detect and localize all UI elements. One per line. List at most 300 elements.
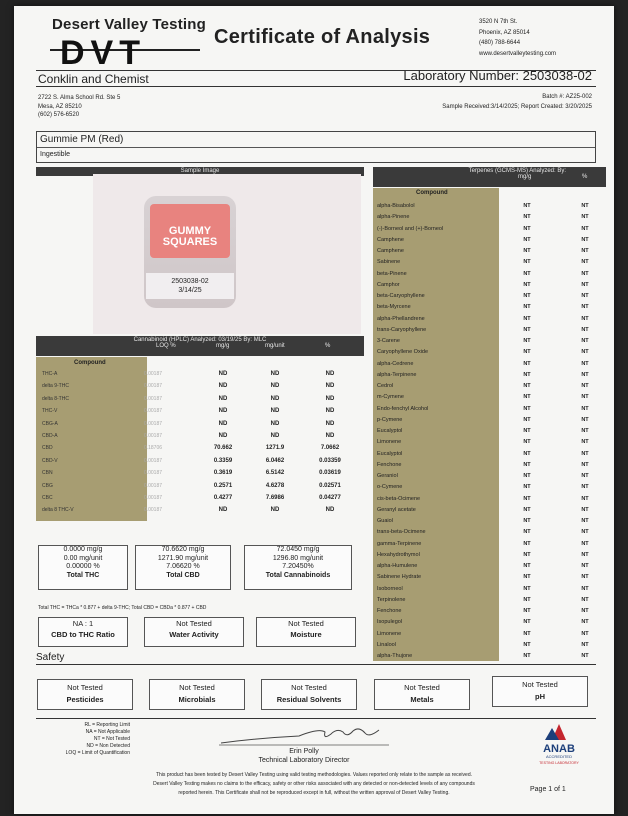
cannabinoid-loq: 0.00187: [143, 457, 163, 464]
ratio-value: NA : 1: [72, 619, 94, 628]
cannabinoid-row: [38, 369, 358, 380]
col-mg-unit: mg/unit: [265, 343, 285, 349]
lab-name: Desert Valley Testing: [52, 16, 206, 33]
terpene-row: [373, 212, 606, 223]
terpene-row: [373, 606, 606, 617]
terpene-name: 3-Carene: [377, 338, 400, 344]
terpene-percent: NT: [581, 495, 589, 502]
cannabinoid-mg-unit: ND: [270, 420, 280, 427]
cannabinoid-name: CBD-A: [42, 433, 58, 439]
cannabinoid-mg-g: ND: [218, 395, 228, 402]
terpene-row: [373, 482, 606, 493]
terpene-percent: NT: [581, 371, 589, 378]
cannabinoid-row: [38, 481, 358, 492]
terpene-percent: NT: [581, 540, 589, 547]
terpene-mg-g: NT: [523, 641, 531, 648]
terpene-mg-g: NT: [523, 270, 531, 277]
water-activity-box: [144, 617, 244, 647]
col-mg-g: mg/g: [216, 343, 230, 349]
cannabinoid-percent: 0.03359: [319, 457, 341, 464]
terpene-name: Linalool: [377, 641, 396, 648]
terpene-percent: NT: [581, 349, 589, 356]
terpene-percent: NT: [581, 619, 589, 626]
cannabinoid-mg-g: 0.2571: [213, 482, 233, 489]
terpene-percent: NT: [581, 405, 589, 412]
terpene-compound-label: Compound: [416, 190, 448, 196]
cannabinoid-loq: 0.00187: [143, 507, 163, 514]
ratio-label: CBD to THC Ratio: [51, 630, 115, 639]
terpene-mg-g: NT: [523, 630, 531, 637]
terpene-percent: NT: [581, 236, 589, 243]
legend-line: NT = Not Tested: [93, 736, 130, 742]
terpene-mg-g: NT: [523, 349, 531, 356]
terpene-row: [373, 325, 606, 336]
terpene-name: beta-Myrcene: [377, 304, 411, 311]
cannabinoid-mg-g: ND: [218, 420, 228, 427]
cannabinoid-mg-g: ND: [218, 371, 228, 377]
cannabinoid-row: [38, 431, 358, 442]
terpene-row: [373, 314, 606, 325]
cannabinoid-name: delta 9-THC: [42, 383, 69, 390]
terpene-name: Endo-fenchyl Alcohol: [377, 405, 429, 412]
terpene-mg-g: NT: [523, 506, 531, 513]
cannabinoid-loq: 0.00187: [143, 420, 163, 427]
cannabinoid-mg-unit: 4.6278: [265, 482, 285, 489]
terpene-name: trans-beta-Ocimene: [377, 529, 426, 536]
terpene-percent: NT: [581, 315, 589, 322]
terpene-name: gamma-Terpinene: [377, 540, 422, 547]
cannabinoid-mg-unit: ND: [270, 433, 280, 439]
terpene-mg-g: NT: [523, 371, 531, 378]
cannabinoid-percent: 7.0662: [320, 445, 340, 452]
terpene-row: [373, 415, 606, 426]
cannabinoid-name: delta 8 THC-V: [42, 507, 74, 514]
cannabinoid-row: [38, 443, 358, 454]
terpene-percent: NT: [581, 596, 589, 603]
client-name: Conklin and Chemist: [38, 72, 149, 86]
disclaimer-line: Desert Valley Testing makes no claims to the efficacy, safety or other risks associated with any detected or non-detected levels of any compounds: [153, 781, 475, 787]
terpene-row: [373, 550, 606, 561]
terpene-name: Cedrol: [377, 383, 394, 389]
terpene-percent: NT: [581, 270, 589, 277]
terpene-name: o-Cymene: [377, 484, 403, 491]
batch-number: Batch #: AZ25-002: [542, 94, 592, 100]
terpene-name: cis-beta-Ocimene: [377, 495, 421, 502]
cannabinoid-percent: ND: [325, 371, 335, 377]
lab-address-line: 3520 N 7th St.: [479, 19, 518, 25]
anab-logo-note: TESTING LABORATORY: [539, 761, 579, 765]
cannabinoid-mg-g: ND: [218, 408, 228, 415]
cannabinoid-row: [38, 381, 358, 392]
total-thc-box: [38, 545, 128, 590]
total-thc-line: 0.0000 mg/g: [63, 546, 103, 553]
sample-name: Gummie PM (Red): [40, 134, 124, 145]
terpene-percent: NT: [581, 608, 589, 614]
sample-jar-label: [150, 204, 230, 258]
cbd-thc-ratio-box: [38, 617, 128, 647]
terpene-percent: NT: [581, 563, 589, 569]
page-title: Certificate of Analysis: [214, 26, 431, 48]
terpene-mg-g: NT: [523, 259, 531, 266]
cannabinoid-percent: 0.02571: [319, 482, 341, 489]
terpene-percent: NT: [581, 203, 589, 209]
terpene-percent: NT: [581, 641, 589, 648]
terpene-percent: NT: [581, 518, 589, 524]
microbials-box: [149, 679, 245, 710]
col-percent: %: [325, 343, 331, 349]
terpene-name: beta-Caryophyllene: [377, 293, 425, 299]
cannabinoid-name: THC-A: [42, 371, 58, 377]
client-address-line: 2722 S. Alma School Rd. Ste 5: [38, 95, 121, 101]
terpene-name: Camphene: [377, 236, 404, 243]
terpene-percent: NT: [581, 281, 589, 288]
terpene-row: [373, 494, 606, 505]
cannabinoid-mg-g: 0.3619: [213, 470, 233, 477]
terpene-mg-g: NT: [523, 551, 531, 558]
terpene-mg-g: NT: [523, 439, 531, 446]
terpene-row: [373, 572, 606, 583]
terpene-name: alpha-Thujone: [377, 653, 413, 659]
terpene-percent: NT: [581, 428, 589, 434]
terpene-mg-g: NT: [523, 495, 531, 502]
total-cannabinoids-line: 1296.80 mg/unit: [272, 554, 324, 562]
terpene-mg-g: NT: [523, 518, 531, 524]
cannabinoid-loq: 0.00187: [143, 470, 163, 477]
terpene-percent: NT: [581, 585, 589, 592]
signature: [219, 724, 389, 746]
terpene-percent: NT: [581, 574, 589, 581]
terpene-mg-g: NT: [523, 394, 531, 401]
terpene-mg-g: NT: [523, 461, 531, 468]
terpene-row: [373, 280, 606, 291]
ph-label: pH: [535, 692, 545, 701]
lab-logo-letters: DVT: [60, 34, 146, 68]
cannabinoid-loq: 0.00187: [143, 495, 163, 501]
anab-logo-name: ANAB: [543, 743, 575, 755]
cannabinoid-name: CBG: [42, 482, 53, 489]
terpene-name: Fenchone: [377, 608, 402, 614]
cannabinoid-mg-unit: 6.0462: [265, 457, 285, 464]
cannabinoid-loq: 0.00187: [143, 408, 163, 415]
terpene-row: [373, 246, 606, 257]
terpene-row: [373, 595, 606, 606]
terpene-name: alpha-Phellandrene: [377, 315, 425, 322]
terpene-row: [373, 201, 606, 212]
abbreviation-legend: [60, 722, 130, 757]
terpene-row: [373, 449, 606, 460]
terpene-mg-g: NT: [523, 416, 531, 423]
terpene-mg-g: NT: [523, 653, 531, 659]
jar-label-line: GUMMY: [168, 225, 212, 237]
total-cbd-box: [135, 545, 231, 590]
terpene-mg-g: NT: [523, 383, 531, 389]
cannabinoid-compound-label: Compound: [74, 360, 106, 366]
total-thc-line: 0.00000 %: [66, 563, 100, 571]
sample-info-box: [36, 131, 596, 163]
terpene-row: [373, 347, 606, 358]
cannabinoid-loq: 0.00187: [143, 371, 163, 377]
lab-logo: [50, 34, 200, 68]
terp-col-mg-g: mg/g: [518, 174, 532, 180]
cannabinoid-mg-unit: ND: [270, 383, 280, 390]
cannabinoid-mg-g: 70.662: [213, 445, 233, 452]
terpene-percent: NT: [581, 439, 589, 446]
terpene-row: [373, 235, 606, 246]
cannabinoid-percent: ND: [325, 383, 335, 390]
terpene-name: alpha-Bisabolol: [377, 203, 415, 209]
terpene-row: [373, 617, 606, 628]
cannabinoid-name: THC-V: [42, 408, 58, 415]
terpene-mg-g: NT: [523, 450, 531, 457]
cannabinoid-percent: ND: [325, 433, 335, 439]
signer-name: Erin Polly: [289, 748, 319, 755]
terpene-row: [373, 539, 606, 550]
terpene-name: Camphor: [377, 281, 400, 288]
terpene-row: [373, 460, 606, 471]
signer-block: [234, 747, 374, 765]
terpene-percent: NT: [581, 383, 589, 389]
terpene-mg-g: NT: [523, 585, 531, 592]
cannabinoid-mg-unit: 6.5142: [265, 470, 285, 477]
terpene-percent: NT: [581, 338, 589, 344]
cannabinoid-name: CBD: [42, 445, 53, 452]
safety-divider-bottom: [36, 718, 596, 719]
cannabinoid-loq: 0.18706: [143, 445, 163, 452]
terpene-name: Caryophyllene Oxide: [377, 349, 429, 356]
disclaimer-line: This product has been tested by Desert Valley Testing using valid testing methodologies. Values reported only relate to the sample as received.: [155, 772, 472, 778]
terpene-mg-g: NT: [523, 214, 531, 221]
cannabinoid-name: CBN: [42, 470, 53, 477]
terpene-row: [373, 426, 606, 437]
disclaimer-line: reported herein. This Certificate shall not be reproduced except in full, without the written approval of Desert Valley Testing.: [178, 790, 450, 796]
certificate-page: [14, 6, 614, 814]
cannabinoid-row: [38, 468, 358, 479]
terpene-name: Sabinene: [377, 259, 401, 266]
cannabinoid-mg-g: ND: [218, 507, 228, 514]
terpene-percent: NT: [581, 506, 589, 513]
terpene-row: [373, 370, 606, 381]
cannabinoid-name: delta 8-THC: [42, 395, 69, 402]
terpene-mg-g: NT: [523, 608, 531, 614]
terpene-name: Terpinolene: [377, 596, 406, 603]
microbials-value: Not Tested: [179, 683, 215, 692]
terpene-percent: NT: [581, 529, 589, 536]
terpene-percent: NT: [581, 326, 589, 333]
legend-line: ND = Non Detected: [86, 743, 130, 749]
terpene-percent: NT: [581, 484, 589, 491]
terpene-name: Hexahydrothymol: [377, 551, 420, 558]
legend-line: RL = Reporting Limit: [84, 722, 130, 728]
cannabinoid-percent: ND: [325, 395, 335, 402]
terpene-mg-g: NT: [523, 540, 531, 547]
terpene-percent: NT: [581, 450, 589, 457]
terpene-row: [373, 302, 606, 313]
terpene-row: [373, 437, 606, 448]
terpene-row: [373, 224, 606, 235]
cannabinoid-percent: 0.03619: [319, 470, 341, 477]
cannabinoid-row: [38, 456, 358, 467]
terpene-row: [373, 651, 606, 662]
safety-title: Safety: [36, 652, 65, 663]
residual-solvents-box: [261, 679, 357, 710]
terpene-percent: NT: [581, 653, 589, 659]
terpene-name: Camphene: [377, 248, 404, 254]
total-cbd-line: 70.6620 mg/g: [161, 546, 205, 553]
terpene-percent: NT: [581, 293, 589, 299]
terpene-name: trans-Caryophyllene: [377, 326, 427, 333]
cannabinoid-mg-g: ND: [218, 433, 228, 439]
cannabinoid-mg-unit: ND: [270, 507, 280, 514]
anab-logo-sub: ACCREDITED: [545, 754, 573, 759]
report-dates: Sample Received:3/14/2025; Report Created: 3/20/2025: [442, 104, 592, 110]
terpene-row: [373, 516, 606, 527]
legend-line: NA = Not Applicable: [85, 729, 130, 735]
legend-line: LOQ = Limit of Quantification: [65, 750, 130, 756]
terpenes-header: [373, 167, 606, 187]
terpene-row: [373, 257, 606, 268]
col-loq: LOQ %: [156, 343, 176, 349]
terpene-mg-g: NT: [523, 619, 531, 626]
cannabinoid-name: CBD-V: [42, 457, 58, 464]
cannabinoid-row: [38, 394, 358, 405]
cannabinoid-percent: ND: [325, 420, 335, 427]
cannabinoid-loq: 0.00187: [143, 383, 163, 390]
terpene-row: [373, 336, 606, 347]
terpene-mg-g: NT: [523, 225, 531, 232]
cannabinoid-row: [38, 493, 358, 504]
sticker-line: 3/14/25: [178, 287, 202, 294]
cannabinoid-loq: 0.00187: [143, 482, 163, 489]
ph-value: Not Tested: [522, 680, 558, 689]
terpene-name: alpha-Humulene: [377, 563, 418, 569]
lab-address-line: (480) 788-6644: [479, 40, 521, 46]
terpene-mg-g: NT: [523, 248, 531, 254]
cannabinoid-mg-g: 0.3359: [213, 457, 233, 464]
terpene-mg-g: NT: [523, 326, 531, 333]
cannabinoid-mg-unit: ND: [270, 371, 280, 377]
terpene-name: Limonene: [377, 439, 402, 446]
total-thc-label: Total THC: [66, 571, 100, 579]
cannabinoid-mg-g: 0.4277: [213, 495, 233, 501]
signer-title: Technical Laboratory Director: [258, 757, 350, 764]
total-cannabinoids-line: 7.20450%: [282, 563, 314, 571]
terpene-name: alpha-Cedrene: [377, 360, 414, 367]
microbials-label: Microbials: [178, 695, 216, 704]
pesticides-label: Pesticides: [66, 695, 104, 704]
water-activity-label: Water Activity: [169, 630, 219, 639]
terpene-name: Isopulegol: [377, 619, 403, 626]
terpene-row: [373, 561, 606, 572]
metals-label: Metals: [410, 695, 434, 704]
sticker-line: 2503038-02: [171, 278, 209, 285]
total-thc-line: 0.00 mg/unit: [63, 554, 103, 562]
page-number: Page 1 of 1: [530, 786, 566, 793]
lab-address-line: Phoenix, AZ 85014: [479, 29, 530, 36]
cannabinoid-row: [38, 505, 358, 516]
terpene-mg-g: NT: [523, 484, 531, 491]
terpene-mg-g: NT: [523, 203, 531, 209]
lab-address: [479, 17, 556, 59]
total-cannabinoids-box: [244, 545, 352, 590]
sample-type: Ingestible: [40, 151, 70, 158]
client-address-line: Mesa, AZ 85210: [38, 103, 82, 110]
terpene-percent: NT: [581, 248, 589, 254]
cannabinoid-mg-unit: ND: [270, 408, 280, 415]
total-cannabinoids-label: Total Cannabinoids: [265, 571, 331, 579]
terpene-mg-g: NT: [523, 304, 531, 311]
terpene-percent: NT: [581, 461, 589, 468]
terpene-percent: NT: [581, 394, 589, 401]
terpene-name: Isoborneol: [377, 585, 403, 592]
cannabinoid-percent: ND: [325, 507, 335, 514]
moisture-box: [256, 617, 356, 647]
total-cbd-label: Total CBD: [166, 571, 200, 579]
terpene-mg-g: NT: [523, 236, 531, 243]
safety-divider-top: [36, 664, 596, 665]
total-cannabinoids-line: 72.0450 mg/g: [276, 546, 320, 553]
terpene-name: beta-Pinene: [377, 270, 407, 277]
terpene-percent: NT: [581, 630, 589, 637]
terpene-name: Limonene: [377, 630, 402, 637]
lab-address-line: www.desertvalleytesting.com: [479, 50, 557, 57]
terpene-mg-g: NT: [523, 428, 531, 434]
terpene-mg-g: NT: [523, 563, 531, 569]
terpene-percent: NT: [581, 225, 589, 232]
cannabinoid-mg-g: ND: [218, 383, 228, 390]
total-cbd-line: 7.06620 %: [166, 563, 200, 571]
terpene-name: Eucalyptol: [377, 450, 403, 457]
terpene-percent: NT: [581, 551, 589, 558]
terpenes-header-title: Terpenes (GCMS-MS) Analyzed: By:: [468, 168, 566, 174]
terpene-percent: NT: [581, 259, 589, 266]
cannabinoid-header: [36, 336, 364, 356]
pesticides-value: Not Tested: [67, 683, 103, 692]
cannabinoid-loq: 0.00187: [143, 433, 163, 439]
terpene-name: alpha-Terpinene: [377, 371, 417, 378]
cannabinoid-name: CBC: [42, 495, 53, 501]
terpene-row: [373, 527, 606, 538]
metals-value: Not Tested: [404, 683, 440, 692]
client-address-line: (602) 576-6520: [38, 112, 80, 118]
client-address: [38, 94, 120, 120]
batch-info: [442, 92, 592, 112]
terpene-name: Sabinene Hydrate: [377, 574, 422, 581]
terpene-percent: NT: [581, 304, 589, 311]
residual-solvents-value: Not Tested: [291, 683, 327, 692]
cannabinoid-row: [38, 419, 358, 430]
terpene-mg-g: NT: [523, 338, 531, 344]
cannabinoid-row: [38, 406, 358, 417]
client-divider: [36, 86, 596, 87]
disclaimer: [74, 771, 554, 798]
terpene-name: Geranyl acetate: [377, 506, 416, 513]
jar-label-line: SQUARES: [162, 236, 218, 248]
terpene-name: Guaiol: [377, 518, 393, 524]
cannabinoid-mg-unit: ND: [270, 395, 280, 402]
cannabinoid-loq: 0.00187: [143, 395, 163, 402]
terpene-row: [373, 392, 606, 403]
terpene-percent: NT: [581, 214, 589, 221]
terpene-name: Geraniol: [377, 473, 398, 479]
terpene-name: Fenchone: [377, 461, 402, 468]
moisture-value: Not Tested: [288, 619, 324, 628]
terpene-mg-g: NT: [523, 574, 531, 581]
terpene-mg-g: NT: [523, 360, 531, 367]
terpene-mg-g: NT: [523, 293, 531, 299]
water-activity-value: Not Tested: [176, 619, 212, 628]
total-formula: Total THC = THCa * 0.877 + delta 9-THC; Total CBD = CBDa * 0.877 + CBD: [38, 605, 207, 611]
terpene-mg-g: NT: [523, 473, 531, 479]
